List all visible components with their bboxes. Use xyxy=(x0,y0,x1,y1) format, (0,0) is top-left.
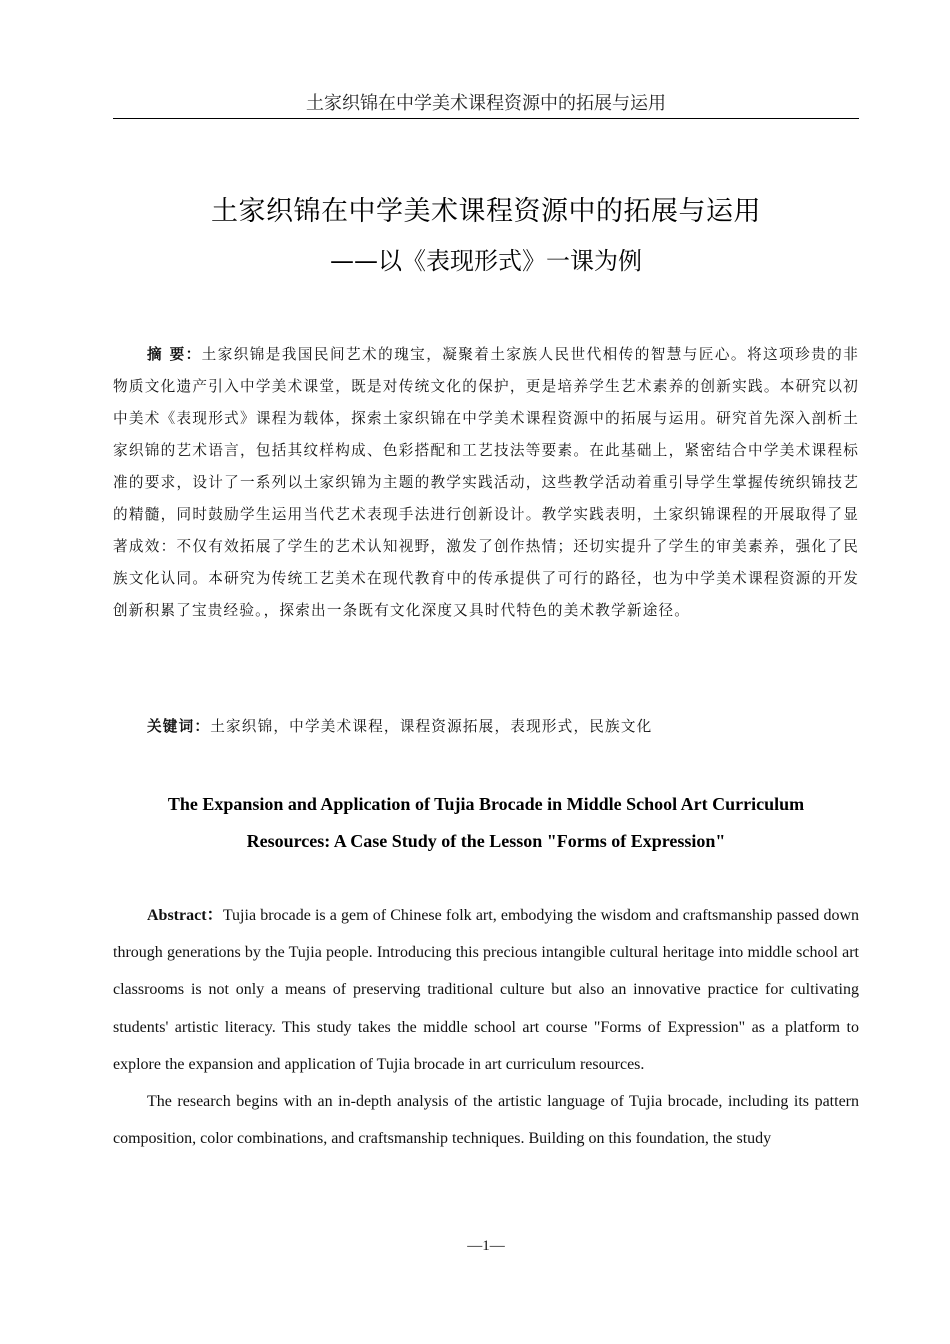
english-abstract-label: Abstract： xyxy=(147,907,223,924)
page-number: —1— xyxy=(467,1238,505,1254)
english-title-line-2: Resources: A Case Study of the Lesson "Forms of Expression" xyxy=(246,831,726,851)
english-title-line-1: The Expansion and Application of Tujia Brocade in Middle School Art Curriculum xyxy=(167,794,805,814)
chinese-abstract-label: 摘 要： xyxy=(147,346,202,363)
header-rule xyxy=(113,118,859,119)
english-abstract-paragraph-2: The research begins with an in-depth analysis of the artistic language of Tujia brocade, including its pattern composition, color combinations, and craftsmanship techniques. Building on this foundation, the study xyxy=(113,1093,859,1148)
chinese-keywords xyxy=(113,711,859,743)
chinese-abstract-text: 土家织锦是我国民间艺术的瑰宝，凝聚着土家族人民世代相传的智慧与匠心。将这项珍贵的非物质文化遗产引入中学美术课堂，既是对传统文化的保护，更是培养学生艺术素养的创新实践。本研究以初中美术《表现形式》课程为载体，探索土家织锦在中学美术课程资源中的拓展与运用。研究首先深入剖析土家织锦的艺术语言，包括其纹样构成、色彩搭配和工艺技法等要素。在此基础上，紧密结合中学美术课程标准的要求，设计了一系列以土家织锦为主题的教学实践活动，这些教学活动着重引导学生掌握传统织锦技艺的精髓，同时鼓励学生运用当代艺术表现手法进行创新设计。教学实践表明，土家织锦课程的开展取得了显著成效：不仅有效拓展了学生的艺术认知视野，激发了创作热情；还切实提升了学生的审美素养，强化了民族文化认同。本研究为传统工艺美术在现代教育中的传承提供了可行的路径，也为中学美术课程资源的开发创新积累了宝贵经验。，探索出一条既有文化深度又具时代特色的美术教学新途径。 xyxy=(113,346,859,619)
english-abstract xyxy=(113,897,859,1157)
english-abstract-paragraph-1 xyxy=(113,897,859,1083)
english-abstract-paragraph-1-text: Tujia brocade is a gem of Chinese folk art, embodying the wisdom and craftsmanship passed down through generations by the Tujia people. Introducing this precious intangible cultural heritage into middle school art classrooms is not only a means of preserving traditional culture but also an innovative practice for cultivating students' artistic literacy. This study takes the middle school art course "Forms of Expression" as a platform to explore the expansion and application of Tujia brocade in art curriculum resources. xyxy=(113,907,860,1073)
english-title xyxy=(113,786,859,860)
chinese-abstract xyxy=(113,339,859,627)
chinese-keywords-label: 关键词： xyxy=(147,718,211,735)
paper-title: 土家织锦在中学美术课程资源中的拓展与运用 xyxy=(211,196,761,227)
running-header: 土家织锦在中学美术课程资源中的拓展与运用 xyxy=(306,93,666,114)
paper-subtitle: ——以《表现形式》一课为例 xyxy=(330,247,642,275)
chinese-keywords-text: 土家织锦，中学美术课程，课程资源拓展，表现形式，民族文化 xyxy=(210,718,653,735)
